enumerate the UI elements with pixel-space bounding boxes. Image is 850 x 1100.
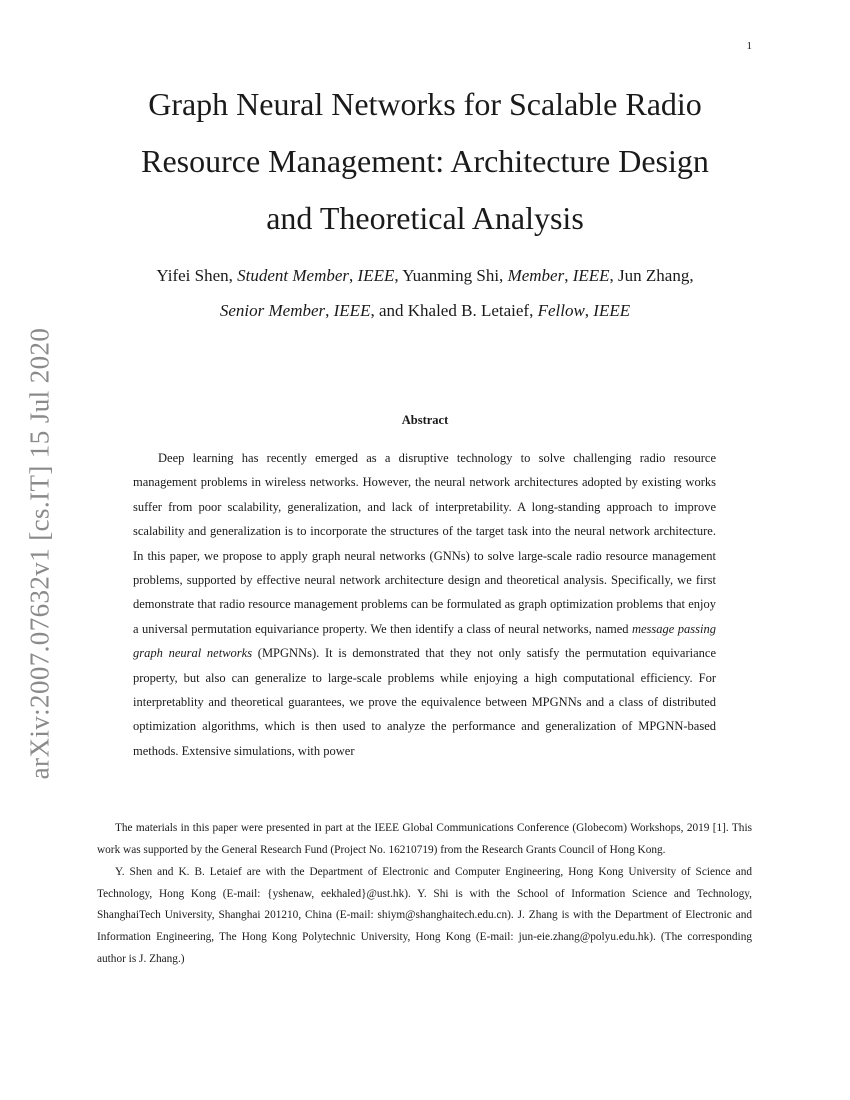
author-membership: Fellow [537,301,585,320]
author-name: Jun Zhang, [618,266,694,285]
footnotes [97,818,752,971]
author-line: Senior Member, IEEE, and Khaled B. Letaief, Fellow, IEEE [219,301,631,320]
footnote-funding: The materials in this paper were presented in part at the IEEE Global Communications Conference (Globecom) Workshops, 2019 [1]. This work was supported by the General Research Fund (Project No. 16210719) from the Research Grants Council of Hong Kong. [97,822,752,856]
author-list [0,258,850,328]
author-name: Yuanming Shi, [402,266,504,285]
author-membership: Senior Member [219,301,326,320]
author-membership: Member [507,266,565,285]
abstract-text: Deep learning has recently emerged as a disruptive technology to solve challenging radio resource management problems in wireless networks. However, the neural network architectures adopted by existing works suffer from poor scalability, generalization, and lack of interpretability. A long-standing approach to improve scalability and generalization is to incorporate the structures of the target task into the neural network architecture. In this paper, we propose to apply graph neural networks (GNNs) to solve large-scale radio resource management problems, supported by effective neural network architecture design and theoretical analysis. Specifically, we first demonstrate that radio resource management problems can be formulated as graph optimization problems that enjoy a universal permutation equivariance property. We then identify a class of neural networks, named [133,451,716,636]
author-name: and Khaled B. Letaief, [378,301,534,320]
title-line: and Theoretical Analysis [266,200,584,236]
page-number: 1 [746,40,752,52]
author-org: IEEE [357,266,395,285]
abstract-heading: Abstract [401,413,449,427]
author-membership: Student Member [237,266,350,285]
title-line: Graph Neural Networks for Scalable Radio [148,86,702,122]
title-line: Resource Management: Architecture Design [141,143,709,179]
author-org: IEEE [572,266,610,285]
author-line: Yifei Shen, Student Member, IEEE, Yuanming Shi, Member, IEEE, Jun Zhang, [156,266,694,285]
abstract-text: (MPGNNs). It is demonstrated that they not only satisfy the permutation equivariance property, but also can generalize to large-scale problems while enjoying a high computational efficiency. For interpretablity and theoretical guarantees, we prove the equivalence between MPGNNs and a class of distributed optimization algorithms, which is then used to analyze the performance and generalization of MPGNN-based methods. Extensive simulations, with power [133,646,716,758]
arxiv-identifier: arXiv:2007.07632v1 [cs.IT] 15 Jul 2020 [24,327,55,779]
arxiv-stamp [4,318,76,788]
paper-title [0,76,850,247]
author-org: IEEE [593,301,631,320]
author-name: Yifei Shen, [156,266,233,285]
abstract-body [133,446,716,763]
footnote-affiliations: Y. Shen and K. B. Letaief are with the Department of Electronic and Computer Engineering, Hong Kong University of Science and Technology, Hong Kong (E-mail: {yshenaw, eekhaled}@ust.hk). Y. Shi is with the School of Information Science and Technology, ShanghaiTech University, Shanghai 201210, China (E-mail: shiym@shanghaitech.edu.cn). J. Zhang is with the Department of Electronic and Information Engineering, The Hong Kong Polytechnic University, Hong Kong (E-mail: jun-eie.zhang@polyu.edu.hk). (The corresponding author is J. Zhang.) [97,866,752,965]
abstract-italic-term: message passing graph neural networks [133,621,716,661]
author-org: IEEE [333,301,371,320]
